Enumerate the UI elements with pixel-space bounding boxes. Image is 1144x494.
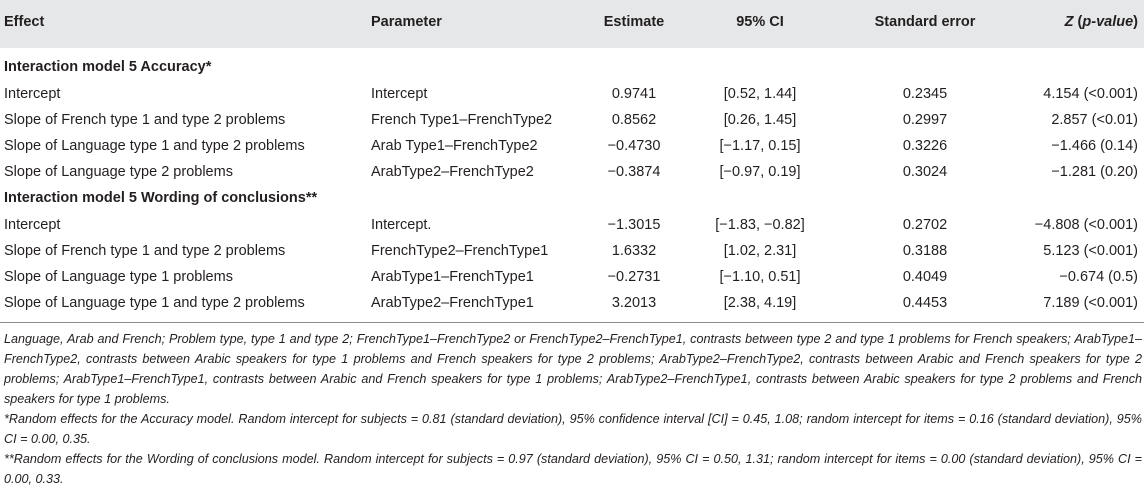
table-row-ci: [−1.83, −0.82] — [715, 217, 805, 233]
table-row-parameter: ArabType1–FrenchType1 — [371, 269, 534, 285]
footnote-accuracy-random-effects: *Random effects for the Accuracy model. Random intercept for subjects = 0.81 (standard deviation), 95% confidence interval [CI] = 0.45, 1.08; random intercept for items = 0.16 (standard deviation), 95% CI = 0.00, 0.35. — [4, 412, 1142, 446]
table-row-effect: Slope of Language type 1 and type 2 problems — [4, 138, 305, 154]
table-row-z: −1.281 (0.20) — [1051, 164, 1138, 180]
header-z-letter: Z — [1064, 14, 1074, 30]
table-row-ci: [−0.97, 0.19] — [719, 164, 801, 180]
header-z-italic: p-value — [1082, 14, 1134, 30]
footnote-wording-random-effects: **Random effects for the Wording of conclusions model. Random intercept for subjects = 0.97 (standard deviation), 95% CI = 0.50, 1.31; random intercept for items = 0.00 (standard deviation), 95% CI = 0.00, 0.33. — [4, 452, 1142, 486]
header-z-open: ( — [1073, 14, 1083, 30]
table-row-ci: [0.52, 1.44] — [723, 86, 797, 102]
table-row-se: 0.2345 — [902, 86, 948, 102]
section-title-wording: Interaction model 5 Wording of conclusions** — [4, 190, 318, 206]
table-row-se: 0.2702 — [902, 217, 948, 233]
table-row-parameter: Arab Type1–FrenchType2 — [371, 138, 538, 154]
table-bottom-rule — [0, 322, 1144, 323]
table-row-ci: [−1.17, 0.15] — [719, 138, 801, 154]
table-row-parameter: French Type1–FrenchType2 — [371, 112, 553, 128]
table-row-z: −0.674 (0.5) — [1059, 269, 1138, 285]
table-row-ci: [1.02, 2.31] — [723, 243, 797, 259]
table-row-estimate: 0.9741 — [611, 86, 657, 102]
section-title-accuracy: Interaction model 5 Accuracy* — [4, 59, 212, 75]
table-row-se: 0.2997 — [902, 112, 948, 128]
table-row-estimate: 1.6332 — [611, 243, 657, 259]
table-row-z: −1.466 (0.14) — [1051, 138, 1138, 154]
table-row-parameter: Intercept. — [371, 217, 432, 233]
table-row-parameter: ArabType2–FrenchType2 — [371, 164, 534, 180]
table-row-effect: Intercept — [4, 217, 61, 233]
table-row-estimate: −0.2731 — [607, 269, 661, 285]
header-effect: Effect — [4, 14, 45, 30]
header-ci: 95% CI — [736, 14, 784, 30]
table-row-effect: Slope of Language type 1 and type 2 problems — [4, 295, 305, 311]
table-row-ci: [−1.10, 0.51] — [719, 269, 801, 285]
header-z-pvalue — [990, 13, 1138, 31]
table-row-z: 7.189 (<0.001) — [1043, 295, 1138, 311]
header-parameter: Parameter — [371, 14, 442, 30]
table-row-se: 0.3226 — [902, 138, 948, 154]
table-row-estimate: 0.8562 — [611, 112, 657, 128]
header-z-close: ) — [1133, 14, 1138, 30]
table-row-ci: [0.26, 1.45] — [723, 112, 797, 128]
table-row-ci: [2.38, 4.19] — [723, 295, 797, 311]
table-row-z: 4.154 (<0.001) — [1043, 86, 1138, 102]
table-row-effect: Slope of French type 1 and type 2 problems — [4, 243, 286, 259]
header-estimate: Estimate — [603, 14, 665, 30]
table-row-parameter: ArabType2–FrenchType1 — [371, 295, 534, 311]
table-row-parameter: Intercept — [371, 86, 428, 102]
table-row-se: 0.3188 — [902, 243, 948, 259]
table-row-effect: Slope of Language type 2 problems — [4, 164, 233, 180]
table-row-z: 5.123 (<0.001) — [1043, 243, 1138, 259]
table-row-se: 0.4453 — [902, 295, 948, 311]
table-row-effect: Slope of Language type 1 problems — [4, 269, 233, 285]
table-row-effect: Intercept — [4, 86, 61, 102]
footnote-abbreviations: Language, Arab and French; Problem type, type 1 and type 2; FrenchType1–FrenchType2 or FrenchType2–FrenchType1, contrasts between type 2 and type 1 problems for French speakers; ArabType1–FrenchType2, contrasts between Arabic speakers for type 1 problems and French speakers for type 2 problems; ArabType2–FrenchType2, contrasts between Arabic and French speakers for type 2 problems; ArabType1–FrenchType1, contrasts between Arabic and French speakers for type 1 problems; ArabType2–FrenchType1, contrasts between Arabic speakers for type 2 problems and French speakers for type 1 problems. — [4, 332, 1142, 406]
table-row-estimate: 3.2013 — [611, 295, 657, 311]
header-standard-error: Standard error — [874, 14, 976, 30]
table-row-estimate: −0.4730 — [607, 138, 661, 154]
table-row-se: 0.4049 — [902, 269, 948, 285]
table-row-estimate: −0.3874 — [607, 164, 661, 180]
table-row-estimate: −1.3015 — [607, 217, 661, 233]
table-footnotes — [4, 329, 1142, 489]
table-row-z: 2.857 (<0.01) — [1051, 112, 1138, 128]
table-row-parameter: FrenchType2–FrenchType1 — [371, 243, 549, 259]
table-row-effect: Slope of French type 1 and type 2 problems — [4, 112, 286, 128]
table-row-z: −4.808 (<0.001) — [1034, 217, 1138, 233]
table-row-se: 0.3024 — [902, 164, 948, 180]
